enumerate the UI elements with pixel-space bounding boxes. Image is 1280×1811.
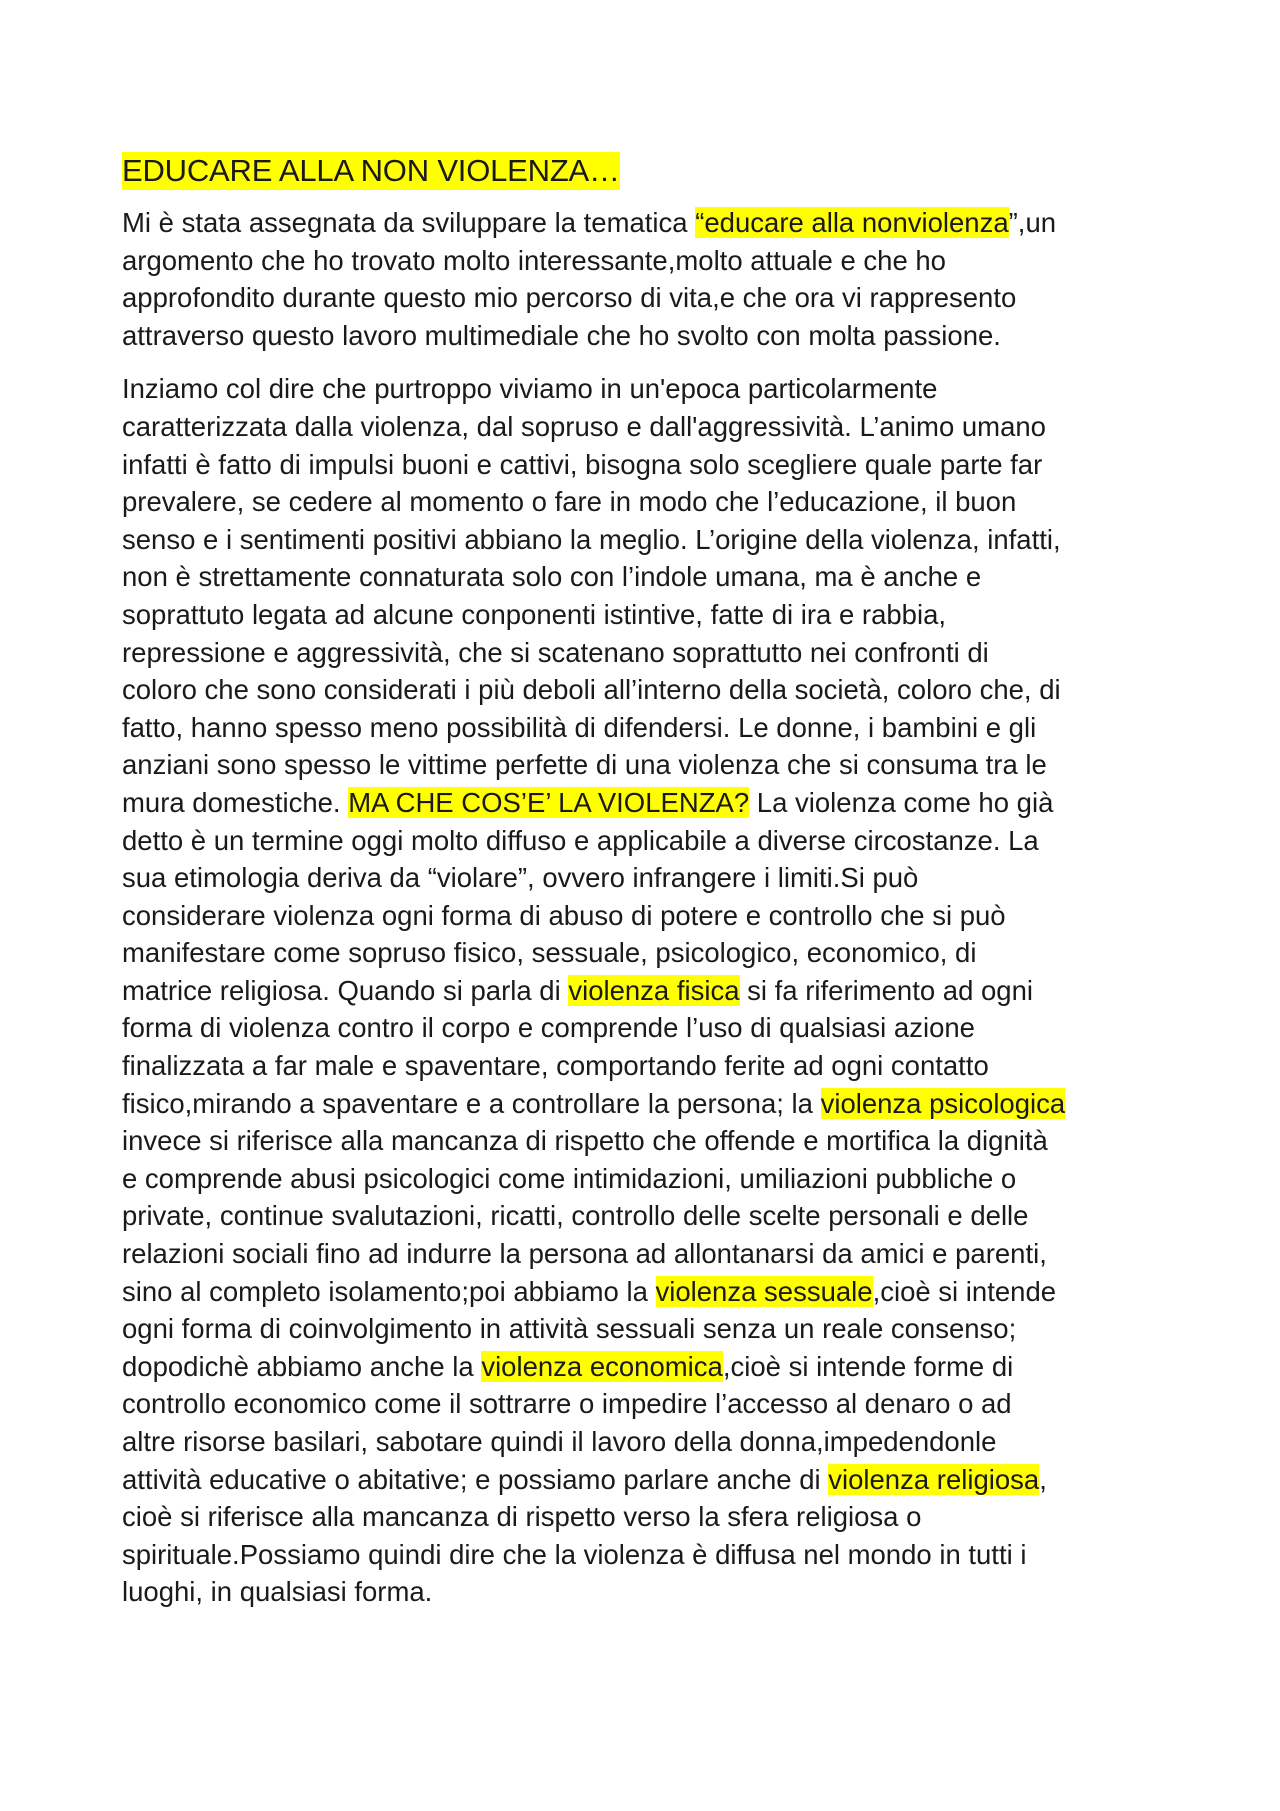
paragraph-intro <box>122 204 1172 354</box>
highlight-violenza-psicologica: violenza psicologica <box>820 1087 1066 1119</box>
highlight-violenza-sessuale: violenza sessuale <box>655 1275 873 1307</box>
paragraph-text: Inziamo col dire che purtroppo viviamo in un'epoca particolarmente caratterizzata dalla violenza, dal sopruso e dall'aggressività. L’animo umano infatti è fatto di impulsi buoni e cattivi, bisogna solo scegliere quale parte far prevalere, se cedere al momento o fare in modo che l’educazione, il buon senso e i sentimenti positivi abbiano la meglio. L’origine della violenza, infatti, non è strettamente connaturata solo con l’indole umana, ma è anche e soprattuto legata ad alcune conponenti istintive, fatte di ira e rabbia, repressione e aggressività, che si scatenano soprattutto nei confronti di coloro che sono considerati i più deboli all’interno della società, coloro che, di fatto, hanno spesso meno possibilità di difendersi. Le donne, i bambini e gli anziani sono spesso le vittime perfette di una violenza che si consuma tra le mura domestiche. <box>122 373 1061 818</box>
paragraph-text: si fa riferimento ad ogni forma di violenza contro il corpo e comprende l’uso di qualsiasi azione finalizzata a far male e spaventare, comportando ferite ad ogni contatto fisico,mirando a spaventare e a controllare la persona; la <box>122 974 1034 1119</box>
highlight-violenza-religiosa: violenza religiosa <box>828 1463 1040 1495</box>
paragraph-text: ,cioè si intende ogni forma di coinvolgimento in attività sessuali senza un reale consenso; dopodichè abbiamo anche la <box>122 1275 1057 1382</box>
paragraph-text: , cioè si riferisce alla mancanza di rispetto verso la sfera religiosa o spirituale.Possiamo quindi dire che la violenza è diffusa nel mondo in tutti i luoghi, in qualsiasi forma. <box>122 1463 1047 1608</box>
highlight-violenza-economica: violenza economica <box>481 1350 723 1382</box>
paragraph-violence <box>122 370 1172 1611</box>
highlight-educare-nonviolenza: “educare alla nonviolenza <box>695 207 1009 238</box>
paragraph-text: ”,un argomento che ho trovato molto interessante,molto attuale e che ho approfondito durante questo mio percorso di vita,e che ora vi rappresento attraverso questo lavoro multimediale che ho svolto con molta passione. <box>122 207 1057 351</box>
paragraph-text: invece si riferisce alla mancanza di rispetto che offende e mortifica la dignità e comprende abusi psicologici come intimidazioni, umiliazioni pubbliche o private, continue svalutazioni, ricatti, controllo delle scelte personali e delle relazioni sociali fino ad indurre la persona ad allontanarsi da amici e parenti, sino al completo isolamento;poi abbiamo la <box>122 1125 1048 1307</box>
paragraph-text: La violenza come ho già detto è un termine oggi molto diffuso e applicabile a diverse circostanze. La sua etimologia deriva da “violare”, ovvero infrangere i limiti.Si può considerare violenza ogni forma di abuso di potere e controllo che si può manifestare come sopruso fisico, sessuale, psicologico, economico, di matrice religiosa. Quando si parla di <box>122 786 1054 1006</box>
document-title: EDUCARE ALLA NON VIOLENZA… <box>122 153 620 188</box>
highlight-violenza-fisica: violenza fisica <box>568 974 740 1006</box>
paragraph-text: Mi è stata assegnata da sviluppare la tematica <box>122 207 696 238</box>
document-page <box>122 152 1172 1627</box>
highlight-question: MA CHE COS’E’ LA VIOLENZA? <box>348 786 750 818</box>
paragraph-text: ,cioè si intende forme di controllo economico come il sottrarre o impedire l’accesso al denaro o ad altre risorse basilari, sabotare quindi il lavoro della donna,impedendonle attività educative o abitative; e possiamo parlare anche di <box>122 1350 1014 1495</box>
